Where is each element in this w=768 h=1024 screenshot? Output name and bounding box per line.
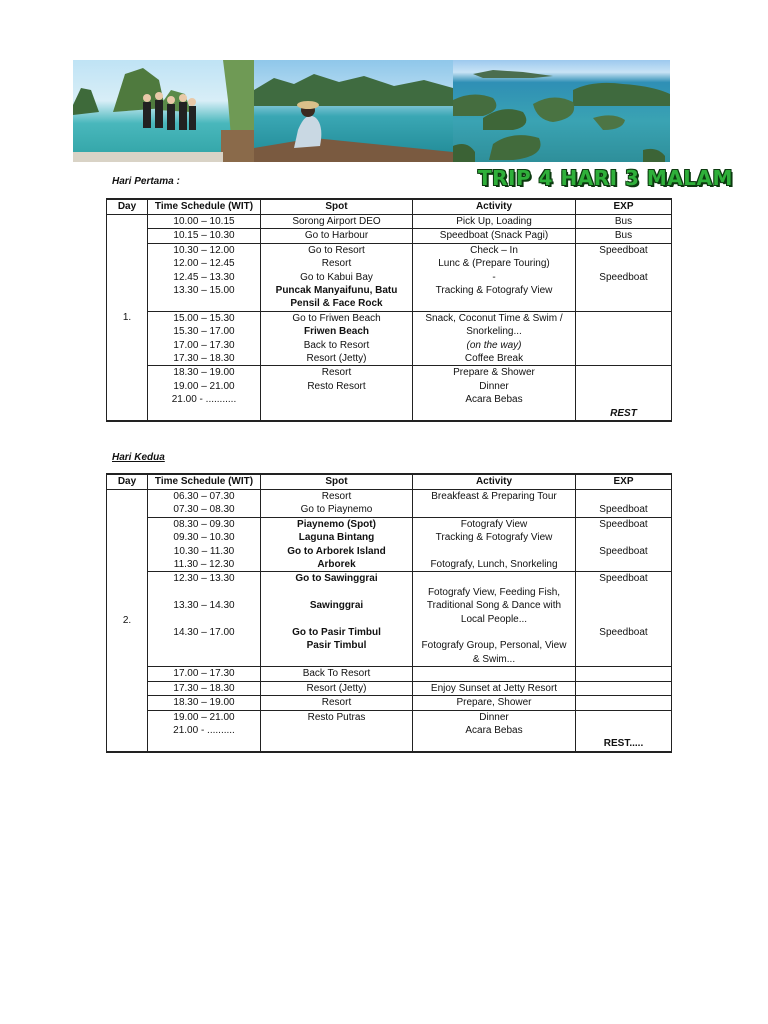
time-cell: 17.30 – 18.30 (148, 352, 261, 366)
exp-cell: Speedboat (576, 626, 672, 639)
time-cell: 17.00 – 17.30 (148, 667, 261, 681)
table-row (107, 339, 672, 352)
exp-cell (576, 393, 672, 406)
time-cell: 21.00 - .......... (148, 724, 261, 737)
activity-cell: Prepare, Shower (413, 696, 576, 710)
activity-cell: Fotografy, Lunch, Snorkeling (413, 558, 576, 572)
exp-cell: Speedboat (576, 503, 672, 517)
exp-cell (576, 311, 672, 325)
day1-heading: Hari Pertama : (112, 176, 180, 187)
activity-cell: Tracking & Fotografy View (413, 531, 576, 544)
table-row (107, 325, 672, 338)
time-cell: 13.30 – 14.30 (148, 586, 261, 626)
spot-cell: Resort (261, 257, 413, 270)
time-cell: 10.15 – 10.30 (148, 229, 261, 243)
time-cell: 14.30 – 17.00 (148, 626, 261, 639)
table-header-row (107, 474, 672, 490)
exp-cell (576, 284, 672, 311)
exp-cell (576, 558, 672, 572)
spot-cell: Laguna Bintang (261, 531, 413, 544)
exp-cell (576, 380, 672, 393)
activity-cell: Lunc & (Prepare Touring) (413, 257, 576, 270)
header-time: Time Schedule (WIT) (148, 474, 261, 490)
spot-cell: Sorong Airport DEO (261, 215, 413, 229)
exp-cell (576, 352, 672, 366)
time-cell: 13.30 – 15.00 (148, 284, 261, 311)
spot-cell: Go to Sawinggrai (261, 572, 413, 586)
spot-cell: Pasir Timbul (261, 639, 413, 666)
table-header-row (107, 199, 672, 215)
spot-cell: Go to Resort (261, 243, 413, 257)
time-cell: 09.30 – 10.30 (148, 531, 261, 544)
time-cell (148, 737, 261, 751)
time-cell: 15.30 – 17.00 (148, 325, 261, 338)
activity-cell (413, 503, 576, 517)
photo-woman-on-jetty (254, 60, 453, 162)
spot-cell: Arborek (261, 558, 413, 572)
table-row (107, 490, 672, 504)
exp-cell (576, 325, 672, 338)
activity-cell (413, 626, 576, 639)
spot-cell: Resort (261, 366, 413, 380)
spot-cell: Go to Friwen Beach (261, 311, 413, 325)
time-cell: 10.30 – 11.30 (148, 545, 261, 558)
activity-cell: Pick Up, Loading (413, 215, 576, 229)
table-row (107, 696, 672, 710)
activity-cell: Prepare & Shower (413, 366, 576, 380)
table-row (107, 366, 672, 380)
spot-cell (261, 737, 413, 751)
exp-cell (576, 710, 672, 724)
time-cell: 19.00 – 21.00 (148, 710, 261, 724)
exp-cell: Speedboat (576, 572, 672, 586)
exp-cell-rest: REST..... (576, 737, 672, 751)
time-cell: 11.30 – 12.30 (148, 558, 261, 572)
time-cell: 10.30 – 12.00 (148, 243, 261, 257)
time-cell: 19.00 – 21.00 (148, 380, 261, 393)
table-row (107, 545, 672, 558)
table-row (107, 517, 672, 531)
activity-cell (413, 572, 576, 586)
exp-cell: Bus (576, 215, 672, 229)
exp-cell (576, 639, 672, 666)
time-cell: 06.30 – 07.30 (148, 490, 261, 504)
spot-cell: Friwen Beach (261, 325, 413, 338)
table-row (107, 215, 672, 229)
activity-cell: Dinner (413, 380, 576, 393)
activity-cell (413, 407, 576, 421)
day1-number: 1. (107, 215, 148, 422)
activity-cell: Check – In (413, 243, 576, 257)
activity-cell: Coffee Break (413, 352, 576, 366)
time-cell: 15.00 – 15.30 (148, 311, 261, 325)
activity-cell: Dinner (413, 710, 576, 724)
header-spot: Spot (261, 199, 413, 215)
header-activity: Activity (413, 199, 576, 215)
activity-cell: Acara Bebas (413, 393, 576, 406)
time-cell: 08.30 – 09.30 (148, 517, 261, 531)
activity-cell (413, 545, 576, 558)
table-row (107, 257, 672, 270)
table-row (107, 710, 672, 724)
spot-cell: Resto Resort (261, 380, 413, 393)
spot-cell: Resort (Jetty) (261, 681, 413, 695)
spot-cell: Go to Pasir Timbul (261, 626, 413, 639)
header-day: Day (107, 199, 148, 215)
activity-cell: Acara Bebas (413, 724, 576, 737)
spot-cell: Go to Piaynemo (261, 503, 413, 517)
exp-cell (576, 366, 672, 380)
spot-cell (261, 393, 413, 406)
activity-cell (413, 667, 576, 681)
header-time: Time Schedule (WIT) (148, 199, 261, 215)
activity-cell: Breakfeast & Preparing Tour (413, 490, 576, 504)
exp-cell (576, 681, 672, 695)
activity-cell: - (413, 271, 576, 284)
exp-cell (576, 724, 672, 737)
table-row (107, 393, 672, 406)
exp-cell (576, 696, 672, 710)
table-row (107, 572, 672, 586)
header-activity: Activity (413, 474, 576, 490)
day2-schedule-table (106, 473, 672, 753)
exp-cell (576, 667, 672, 681)
exp-cell (576, 531, 672, 544)
header-spot: Spot (261, 474, 413, 490)
exp-cell: Bus (576, 229, 672, 243)
time-cell (148, 407, 261, 421)
time-cell: 10.00 – 10.15 (148, 215, 261, 229)
table-row (107, 284, 672, 311)
exp-cell: Speedboat (576, 545, 672, 558)
header-exp: EXP (576, 199, 672, 215)
time-cell: 21.00 - ........... (148, 393, 261, 406)
exp-cell: Speedboat (576, 271, 672, 284)
table-row (107, 352, 672, 366)
time-cell: 17.00 – 17.30 (148, 339, 261, 352)
table-row (107, 243, 672, 257)
exp-cell (576, 257, 672, 270)
day2-number: 2. (107, 490, 148, 752)
exp-cell: Speedboat (576, 517, 672, 531)
spot-cell: Back to Resort (261, 339, 413, 352)
table-row (107, 311, 672, 325)
table-row (107, 380, 672, 393)
activity-cell (413, 737, 576, 751)
table-row (107, 558, 672, 572)
header-photo-strip (73, 60, 670, 162)
time-cell: 12.45 – 13.30 (148, 271, 261, 284)
header-day: Day (107, 474, 148, 490)
activity-cell: Fotografy View, Feeding Fish, Traditional Song & Dance with Local People... (413, 586, 576, 626)
trip-title-banner: TRIP 4 HARI 3 MALAM (478, 166, 733, 190)
photo-group-on-beach (73, 60, 254, 162)
activity-cell: Fotografy Group, Personal, View & Swim... (413, 639, 576, 666)
spot-cell: Resort (Jetty) (261, 352, 413, 366)
time-cell: 18.30 – 19.00 (148, 366, 261, 380)
table-row (107, 271, 672, 284)
activity-cell: Speedboat (Snack Pagi) (413, 229, 576, 243)
table-row (107, 503, 672, 517)
spot-cell (261, 724, 413, 737)
time-cell (148, 639, 261, 666)
spot-cell (261, 407, 413, 421)
time-cell: 12.30 – 13.30 (148, 572, 261, 586)
spot-cell: Resort (261, 696, 413, 710)
spot-cell: Resto Putras (261, 710, 413, 724)
exp-cell (576, 339, 672, 352)
exp-cell (576, 490, 672, 504)
spot-cell: Resort (261, 490, 413, 504)
spot-cell: Back To Resort (261, 667, 413, 681)
time-cell: 18.30 – 19.00 (148, 696, 261, 710)
photo-karst-islands (453, 60, 670, 162)
table-row (107, 586, 672, 626)
activity-cell: Enjoy Sunset at Jetty Resort (413, 681, 576, 695)
table-row (107, 724, 672, 737)
spot-cell: Go to Arborek Island (261, 545, 413, 558)
spot-cell: Sawinggrai (261, 586, 413, 626)
spot-cell: Piaynemo (Spot) (261, 517, 413, 531)
time-cell: 17.30 – 18.30 (148, 681, 261, 695)
activity-cell: (on the way) (413, 339, 576, 352)
header-exp: EXP (576, 474, 672, 490)
table-row (107, 626, 672, 639)
day1-schedule-table (106, 198, 672, 422)
table-row (107, 737, 672, 751)
exp-cell: Speedboat (576, 243, 672, 257)
spot-cell: Go to Harbour (261, 229, 413, 243)
activity-cell: Snorkeling... (413, 325, 576, 338)
activity-cell: Snack, Coconut Time & Swim / (413, 311, 576, 325)
activity-cell: Tracking & Fotografy View (413, 284, 576, 311)
day2-heading: Hari Kedua (112, 452, 165, 463)
spot-cell: Go to Kabui Bay (261, 271, 413, 284)
time-cell: 07.30 – 08.30 (148, 503, 261, 517)
exp-cell-rest: REST (576, 407, 672, 421)
table-row (107, 667, 672, 681)
table-row (107, 639, 672, 666)
time-cell: 12.00 – 12.45 (148, 257, 261, 270)
exp-cell (576, 586, 672, 626)
table-row (107, 229, 672, 243)
table-row (107, 531, 672, 544)
table-row (107, 407, 672, 421)
table-row (107, 681, 672, 695)
spot-cell: Puncak Manyaifunu, Batu Pensil & Face Rock (261, 284, 413, 311)
activity-cell: Fotografy View (413, 517, 576, 531)
